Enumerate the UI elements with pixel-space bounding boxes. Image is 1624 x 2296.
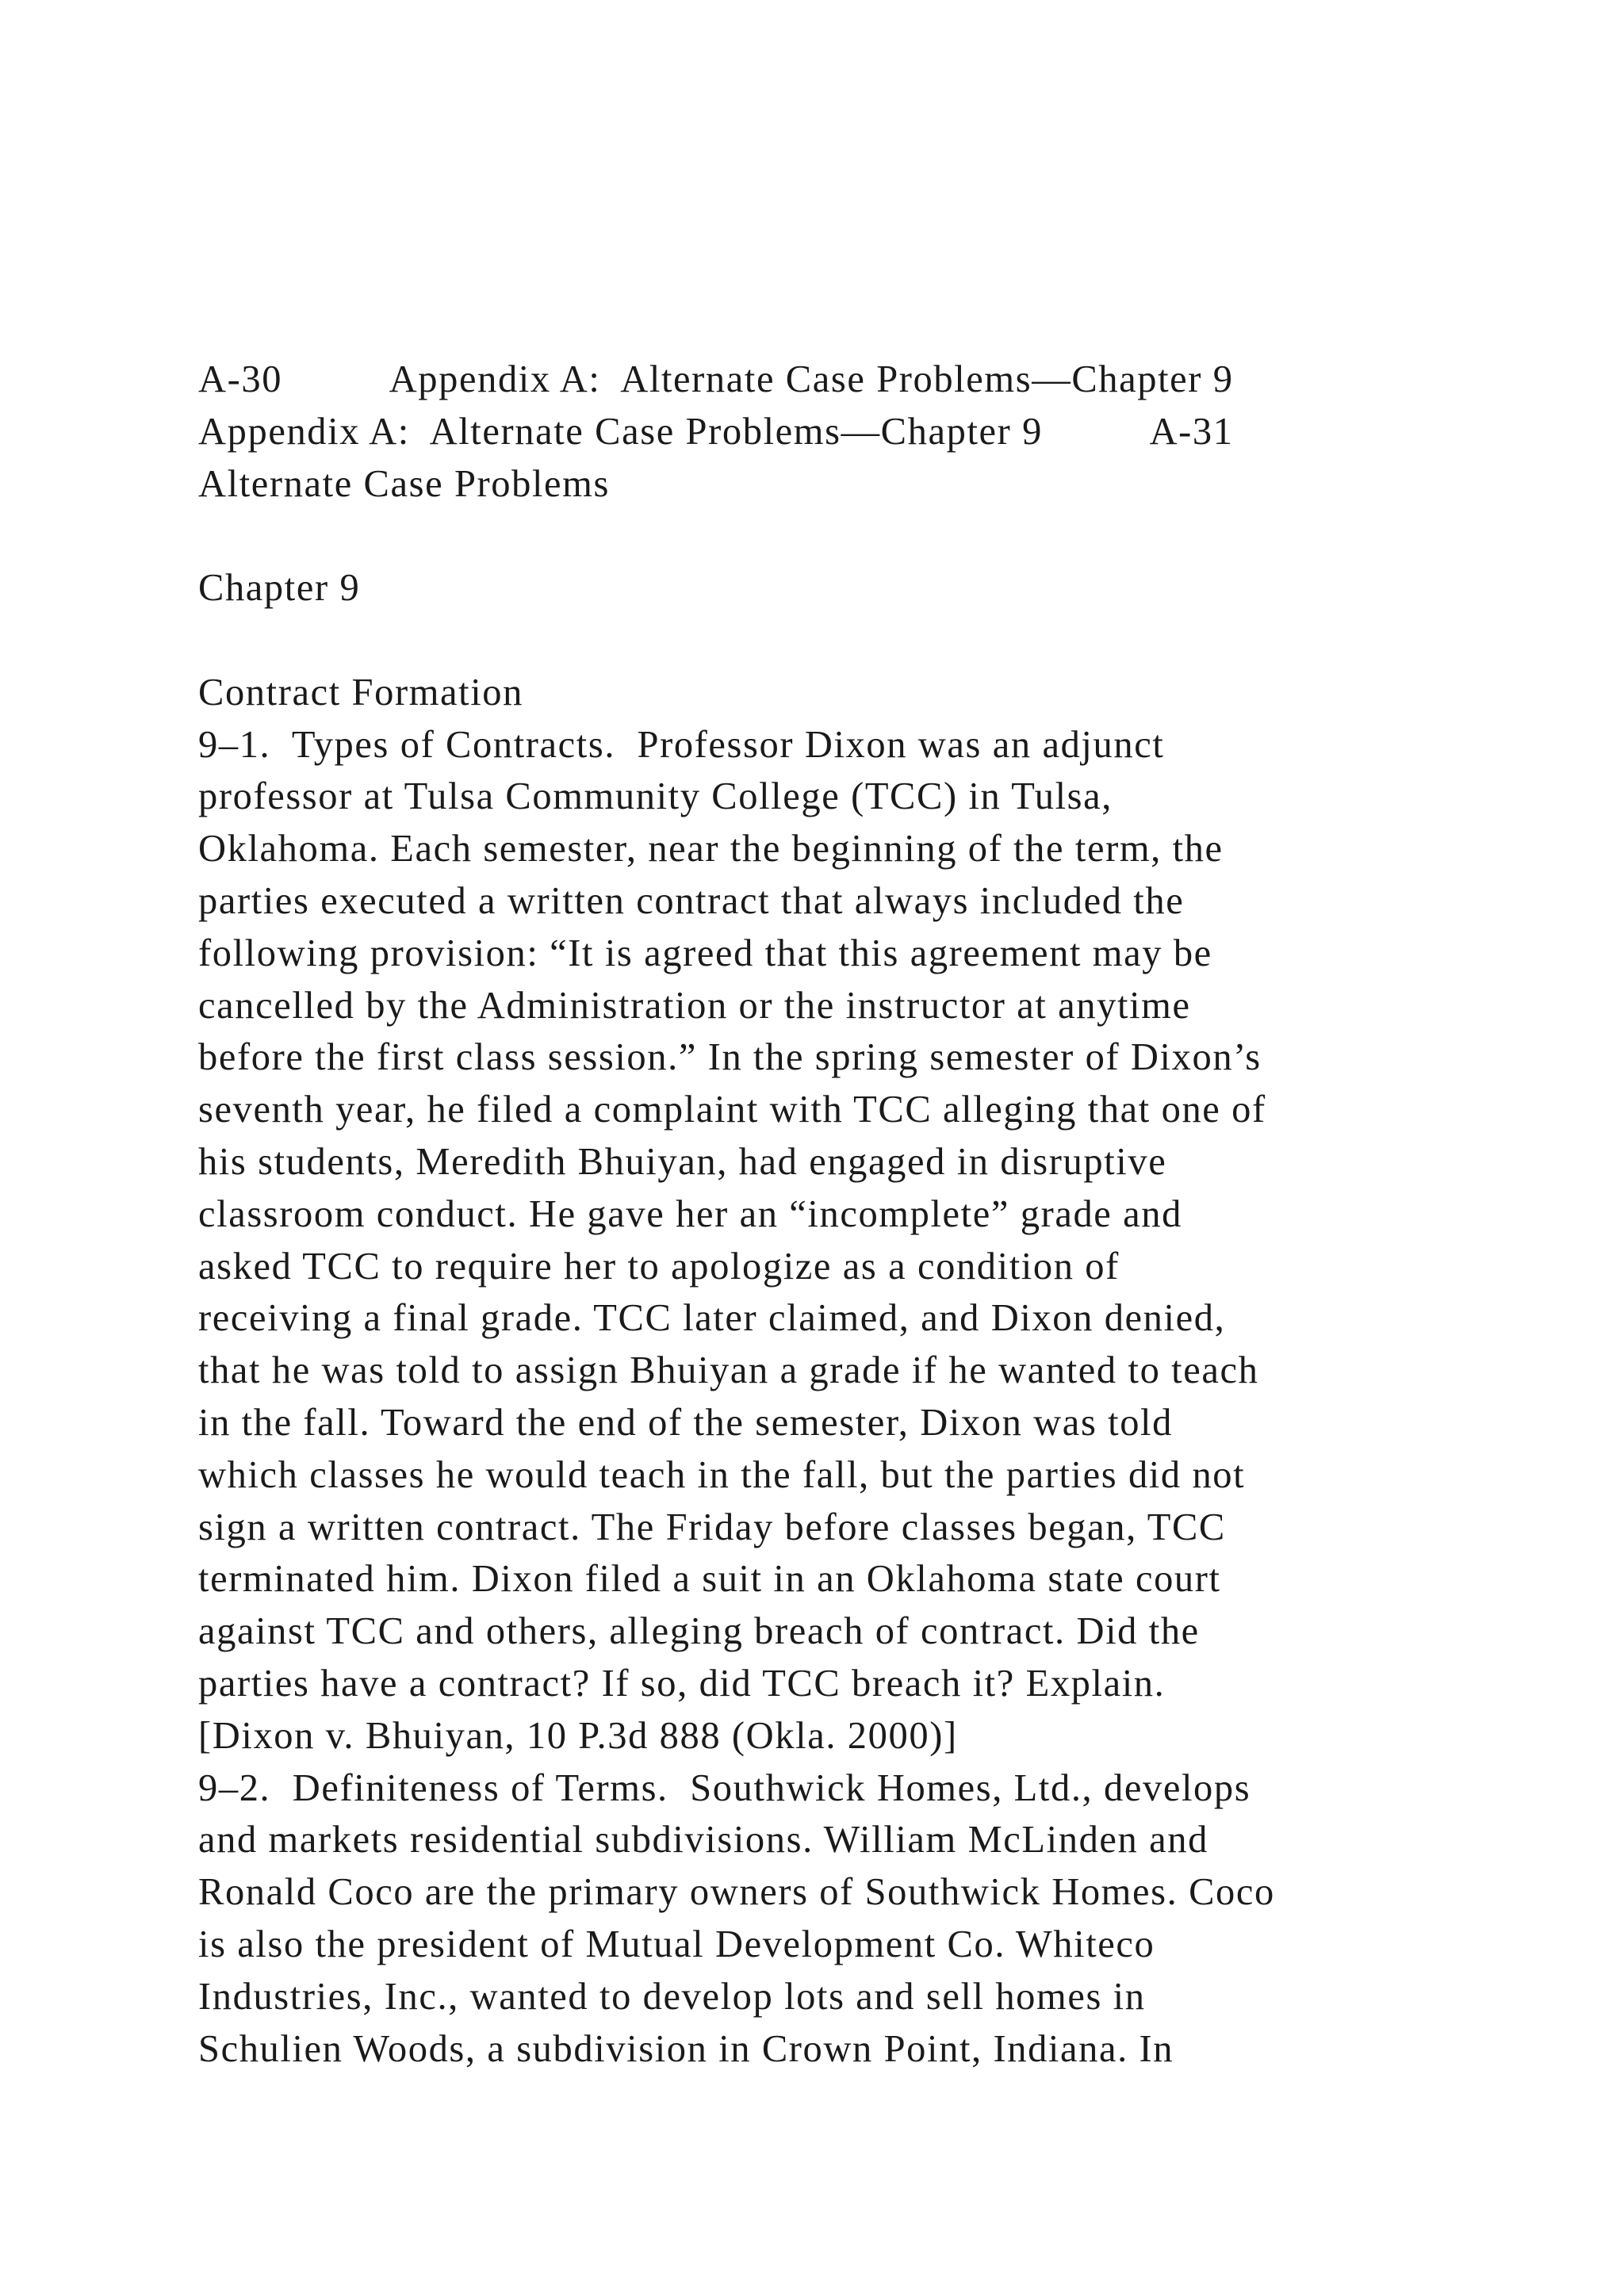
spacer — [198, 510, 1546, 562]
running-header-right: Appendix A: Alternate Case Problems—Chapter 9 A-31 — [198, 410, 1234, 453]
body-line: receiving a final grade. TCC later claimed, and Dixon denied, — [198, 1297, 1226, 1340]
body-line: [Dixon v. Bhuiyan, 10 P.3d 888 (Okla. 2000)] — [198, 1714, 958, 1757]
body-line: before the first class session.” In the spring semester of Dixon’s — [198, 1036, 1262, 1079]
body-line: Schulien Woods, a subdivision in Crown Point, Indiana. In — [198, 2027, 1174, 2070]
body-line: is also the president of Mutual Development Co. Whiteco — [198, 1923, 1155, 1965]
body-paragraphs — [198, 719, 1546, 2076]
body-line: in the fall. Toward the end of the semester, Dixon was told — [198, 1401, 1173, 1444]
body-line: professor at Tulsa Community College (TCC) in Tulsa, — [198, 775, 1113, 818]
body-line: which classes he would teach in the fall, but the parties did not — [198, 1453, 1246, 1496]
body-line: his students, Meredith Bhuiyan, had engaged in disruptive — [198, 1140, 1167, 1183]
body-line: 9–1. Types of Contracts. Professor Dixon was an adjunct — [198, 723, 1165, 766]
spacer — [198, 614, 1546, 667]
document-text — [198, 354, 1546, 2075]
body-line: parties executed a written contract that always included the — [198, 879, 1185, 922]
body-line: following provision: “It is agreed that this agreement may be — [198, 932, 1212, 974]
section-heading: Alternate Case Problems — [198, 462, 610, 505]
body-line: seventh year, he filed a complaint with TCC alleging that one of — [198, 1089, 1266, 1131]
body-line: Ronald Coco are the primary owners of Southwick Homes. Coco — [198, 1871, 1275, 1914]
running-header-left: A-30 Appendix A: Alternate Case Problems—Chapter 9 — [198, 358, 1234, 400]
body-line: asked TCC to require her to apologize as a condition of — [198, 1245, 1120, 1288]
body-line: against TCC and others, alleging breach of contract. Did the — [198, 1610, 1200, 1653]
body-line: Oklahoma. Each semester, near the beginning of the term, the — [198, 828, 1224, 871]
chapter-title: Contract Formation — [198, 671, 524, 714]
body-line: 9–2. Definiteness of Terms. Southwick Homes, Ltd., develops — [198, 1766, 1251, 1809]
body-line: that he was told to assign Bhuiyan a grade if he wanted to teach — [198, 1349, 1259, 1392]
body-line: Industries, Inc., wanted to develop lots and sell homes in — [198, 1975, 1146, 2018]
body-line: sign a written contract. The Friday before classes began, TCC — [198, 1506, 1226, 1548]
body-line: cancelled by the Administration or the instructor at anytime — [198, 984, 1191, 1027]
body-line: classroom conduct. He gave her an “incomplete” grade and — [198, 1192, 1182, 1235]
body-line: parties have a contract? If so, did TCC breach it? Explain. — [198, 1662, 1166, 1705]
body-line: and markets residential subdivisions. William McLinden and — [198, 1819, 1208, 1862]
body-line: terminated him. Dixon filed a suit in an Oklahoma state court — [198, 1558, 1221, 1601]
chapter-label: Chapter 9 — [198, 567, 361, 610]
